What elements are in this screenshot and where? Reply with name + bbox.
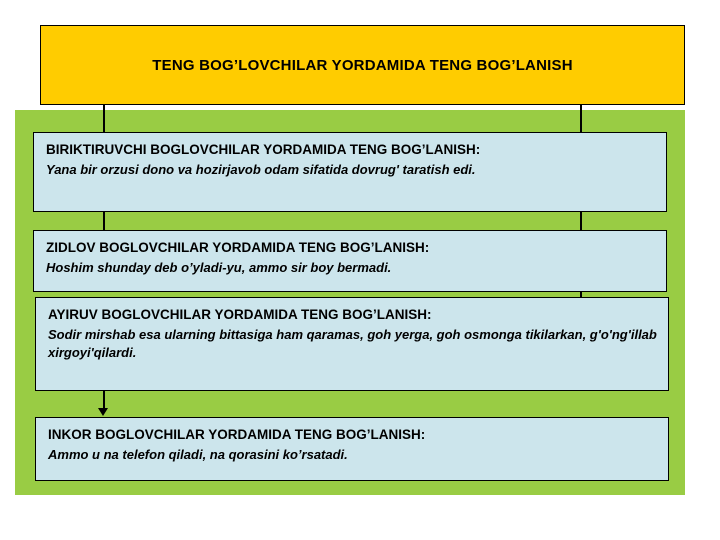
card-body: Yana bir orzusi dono va hozirjavob odam sifatida dovrug' taratish edi. <box>46 162 476 178</box>
card-heading: BIRIKTIRUVCHI BOGLOVCHILAR YORDAMIDA TENG BOG’LANISH: <box>46 142 481 157</box>
connector-title-to-card1-right <box>580 105 582 132</box>
card-body: Hoshim shunday deb o’yladi-yu, ammo sir boy bermadi. <box>46 260 392 276</box>
card-heading: AYIRUV BOGLOVCHILAR YORDAMIDA TENG BOG’LANISH: <box>48 307 432 322</box>
connector-title-to-card1-left <box>103 105 105 132</box>
connector-card1-to-card2-right <box>580 212 582 230</box>
card-inkor <box>35 417 669 481</box>
card-body: Ammo u na telefon qiladi, na qorasini ko’rsatadi. <box>48 447 348 463</box>
card-ayiruv <box>35 297 669 391</box>
card-heading: INKOR BOGLOVCHILAR YORDAMIDA TENG BOG’LANISH: <box>48 427 426 442</box>
card-body: Sodir mirshab esa ularning bittasiga ham qaramas, goh yerga, goh osmonga tikilarkan, g'o'ng'illab xirgoyi'qilardi. <box>48 327 657 360</box>
card-heading: ZIDLOV BOGLOVCHILAR YORDAMIDA TENG BOG’LANISH: <box>46 240 430 255</box>
card-zidlov <box>33 230 667 292</box>
arrow-head-icon <box>98 408 108 416</box>
title-box <box>40 25 685 105</box>
card-biriktiruvchi <box>33 132 667 212</box>
connector-card1-to-card2-left <box>103 212 105 230</box>
page-title: TENG BOG’LOVCHILAR YORDAMIDA TENG BOG’LANISH <box>152 56 573 74</box>
